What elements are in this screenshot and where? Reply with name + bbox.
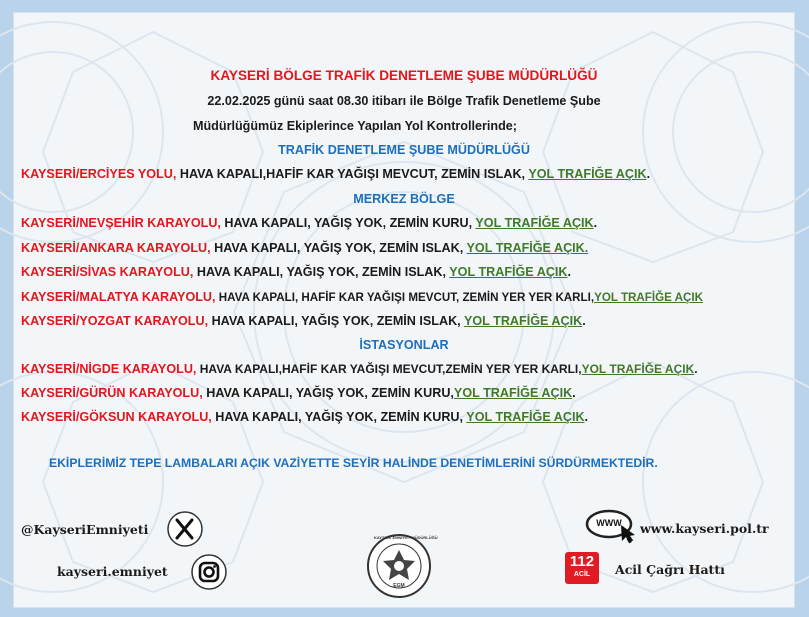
conditions: HAVA KAPALI, HAFİF KAR YAĞIŞI MEVCUT, ZEMİN YER YER KARLI,	[215, 291, 595, 304]
emergency-sub: ACİL	[573, 571, 591, 578]
emergency-112-icon	[565, 552, 599, 584]
police-seal-icon	[357, 528, 441, 603]
row-end: .	[567, 265, 572, 279]
conditions: HAVA KAPALI, YAĞIŞ YOK, ZEMİN KURU,	[202, 386, 454, 400]
website-icon[interactable]	[585, 509, 637, 548]
route-name: KAYSERİ/NİGDE KARAYOLU,	[21, 362, 197, 376]
status-text: YOL TRAFİĞE AÇIK	[463, 314, 583, 328]
section-heading: MERKEZ BÖLGE	[353, 192, 455, 206]
conditions: HAVA KAPALI, YAĞIŞ YOK, ZEMİN KURU,	[211, 410, 467, 424]
road-row	[21, 362, 698, 376]
route-name: KAYSERİ/MALATYA KARAYOLU,	[21, 290, 216, 304]
emergency-number: 112	[569, 553, 595, 570]
status-text: YOL TRAFİĞE AÇIK	[466, 410, 585, 424]
intro-line-2: Müdürlüğümüz Ekiplerince Yapılan Yol Kontrollerinde;	[193, 119, 517, 133]
road-row	[21, 314, 586, 328]
x-twitter-icon[interactable]	[165, 509, 205, 554]
conditions: HAVA KAPALI, YAĞIŞ YOK, ZEMİN ISLAK,	[193, 265, 450, 279]
road-row	[21, 167, 650, 181]
section-heading: İSTASYONLAR	[359, 338, 449, 352]
row-end: .	[572, 386, 576, 400]
conditions: HAVA KAPALI,HAFİF KAR YAĞIŞI MEVCUT, ZEMİN ISLAK,	[176, 167, 529, 181]
instagram-icon[interactable]	[190, 553, 228, 596]
status-text: YOL TRAFİĞE AÇIK	[581, 362, 695, 376]
status-text: YOL TRAFİĞE AÇIK	[453, 386, 573, 400]
route-name: KAYSERİ/YOZGAT KARAYOLU,	[21, 314, 209, 328]
page-title: KAYSERİ BÖLGE TRAFİK DENETLEME ŞUBE MÜDÜRLÜĞÜ	[210, 68, 598, 83]
conditions: HAVA KAPALI, YAĞIŞ YOK, ZEMİN ISLAK,	[208, 314, 464, 328]
conditions: HAVA KAPALI,HAFİF KAR YAĞIŞI MEVCUT,ZEMİN YER YER KARLI,	[196, 362, 582, 376]
emergency-label: Acil Çağrı Hattı	[615, 562, 725, 577]
section-heading: TRAFİK DENETLEME ŞUBE MÜDÜRLÜĞÜ	[278, 143, 530, 157]
seal-text: KAYSERİ EMNİYET MÜDÜRLÜĞÜ	[374, 535, 438, 540]
route-name: KAYSERİ/GÜRÜN KARAYOLU,	[21, 386, 203, 400]
www-icon-text: WWW	[596, 518, 622, 528]
status-text: YOL TRAFİĞE AÇIK.	[466, 241, 589, 255]
status-text: YOL TRAFİĞE AÇIK	[594, 291, 703, 304]
seal-center-text: EGM	[393, 583, 405, 589]
row-end: .	[646, 167, 651, 181]
road-row	[21, 290, 703, 304]
road-row	[21, 216, 597, 230]
route-name: KAYSERİ/NEVŞEHİR KARAYOLU,	[21, 216, 221, 230]
route-name: KAYSERİ/SİVAS KARAYOLU,	[21, 265, 194, 279]
twitter-handle[interactable]: @KayseriEmniyeti	[21, 522, 149, 537]
road-row	[21, 265, 571, 279]
announcement-card	[13, 12, 795, 608]
status-text: YOL TRAFİĞE AÇIK	[449, 265, 568, 279]
route-name: KAYSERİ/ERCİYES YOLU,	[21, 167, 177, 181]
row-end: .	[694, 362, 698, 376]
row-end: .	[584, 410, 589, 424]
route-name: KAYSERİ/GÖKSUN KARAYOLU,	[21, 410, 212, 424]
road-row	[21, 241, 588, 255]
route-name: KAYSERİ/ANKARA KARAYOLU,	[21, 241, 211, 255]
road-row	[21, 386, 576, 400]
status-text: YOL TRAFİĞE AÇIK	[475, 216, 594, 230]
row-end: .	[593, 216, 598, 230]
conditions: HAVA KAPALI, YAĞIŞ YOK, ZEMİN ISLAK,	[210, 241, 467, 255]
row-end: .	[582, 314, 586, 328]
website-link[interactable]: www.kayseri.pol.tr	[640, 521, 769, 536]
intro-line-1: 22.02.2025 günü saat 08.30 itibarı ile Bölge Trafik Denetleme Şube	[207, 94, 601, 108]
road-row	[21, 410, 588, 424]
closing-statement: EKİPLERİMİZ TEPE LAMBALARI AÇIK VAZİYETTE SEYİR HALİNDE DENETİMLERİNİ SÜRDÜRMEKTEDİR.	[49, 456, 658, 470]
instagram-handle[interactable]: kayseri.emniyet	[57, 564, 168, 579]
conditions: HAVA KAPALI, YAĞIŞ YOK, ZEMİN KURU,	[220, 216, 476, 230]
status-text: YOL TRAFİĞE AÇIK	[528, 167, 647, 181]
